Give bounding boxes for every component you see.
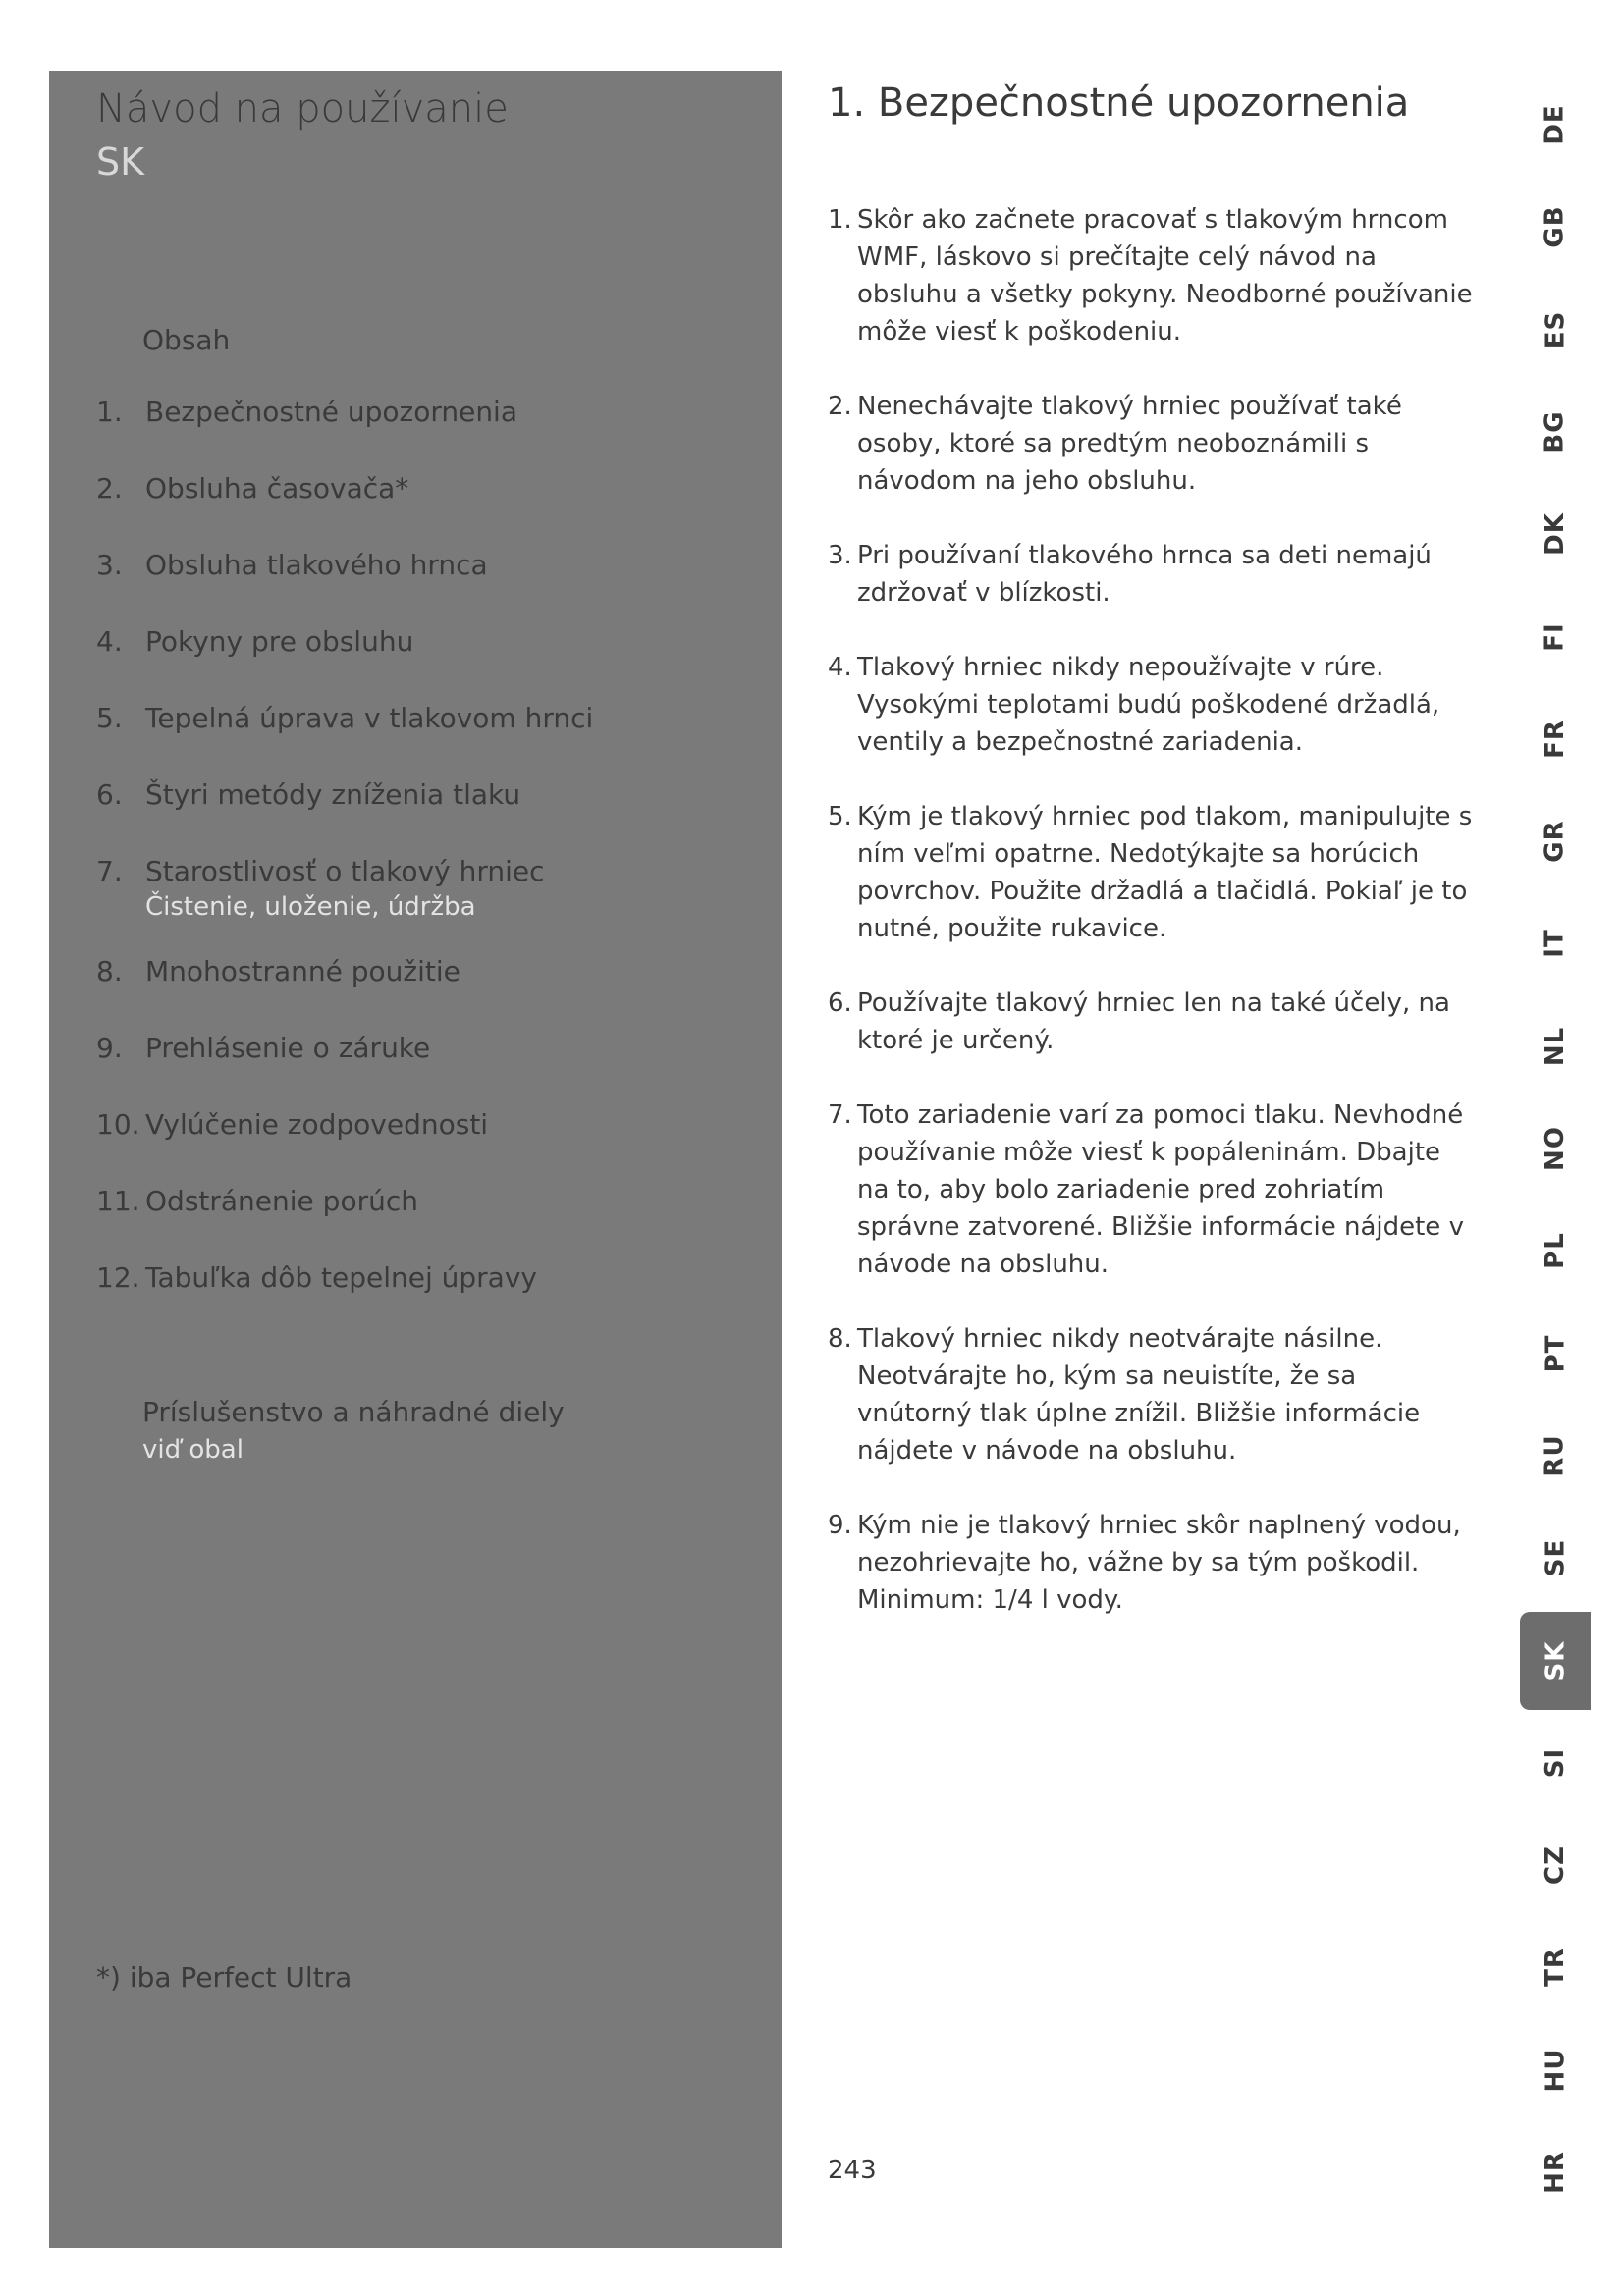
toc-item: [96, 954, 705, 1031]
language-tab-label: TR: [1540, 1948, 1570, 1988]
language-tab-pt[interactable]: [1520, 1322, 1591, 1385]
language-tab-label: BG: [1540, 410, 1570, 454]
toc-item: [96, 471, 705, 548]
toc-item-number: 9.: [96, 1032, 123, 1064]
safety-rule-number: 1.: [828, 205, 852, 235]
safety-rule-text: Tlakový hrniec nikdy neotvárajte násilne. Neotvárajte ho, kým sa neuistíte, že sa vnútorný tlak úplne znížil. Bližšie informácie nájdete v návode na obsluhu.: [857, 1324, 1421, 1466]
toc-item-number: 6.: [96, 778, 123, 811]
language-tab-pl[interactable]: [1520, 1219, 1591, 1282]
language-tab-it[interactable]: [1520, 912, 1591, 975]
safety-rule-number: 3.: [828, 541, 852, 570]
toc-item: [96, 777, 705, 854]
language-tab-label: NO: [1541, 1126, 1570, 1171]
toc-item-label: [145, 1031, 430, 1107]
safety-rule: [828, 985, 1476, 1059]
toc-item-label: [145, 854, 544, 954]
toc-item-title: Vylúčenie zodpovednosti: [145, 1108, 489, 1141]
toc-item: [96, 548, 705, 624]
safety-rule-number: 5.: [828, 802, 852, 831]
language-tab-sk[interactable]: [1520, 1612, 1591, 1710]
language-tab-label: NL: [1540, 1026, 1570, 1066]
toc-item-label: [145, 624, 413, 701]
toc-item-title: Tepelná úprava v tlakovom hrnci: [145, 702, 594, 734]
language-tab-label: DK: [1540, 512, 1570, 557]
toc-item-number: 8.: [96, 955, 123, 988]
toc-item-title: Pokyny pre obsluhu: [145, 625, 414, 658]
language-tab-hr[interactable]: [1520, 2141, 1591, 2204]
safety-rule-number: 4.: [828, 653, 852, 682]
toc-item-title: Starostlivosť o tlakový hrniec: [145, 855, 545, 887]
language-tab-bg[interactable]: [1520, 400, 1591, 463]
safety-rule: [828, 1320, 1476, 1469]
toc-item-label: [145, 1184, 418, 1260]
toc-item-label: [145, 395, 517, 471]
safety-rule: [828, 537, 1476, 612]
toc-item-label: [145, 777, 520, 854]
toc-item: [96, 395, 705, 471]
toc-item: [96, 701, 705, 777]
safety-rule: [828, 1096, 1476, 1283]
safety-rule-number: 2.: [828, 392, 852, 421]
toc-item-number: 3.: [96, 549, 123, 581]
manual-title: Návod na používanie: [96, 86, 509, 132]
table-of-contents: [96, 395, 705, 1337]
toc-item-title: Obsluha tlakového hrnca: [145, 549, 488, 581]
language-tab-de[interactable]: [1520, 93, 1591, 156]
toc-item-number: 4.: [96, 625, 123, 658]
language-tab-label: ES: [1541, 310, 1570, 348]
toc-heading: Obsah: [142, 324, 231, 356]
toc-item-label: [145, 701, 593, 777]
toc-item: [96, 854, 705, 954]
safety-rule: [828, 649, 1476, 761]
language-tab-label: RU: [1540, 1434, 1570, 1477]
safety-rule-number: 7.: [828, 1100, 852, 1130]
accessories-note: [142, 1394, 565, 1468]
safety-rule-text: Nenechávajte tlakový hrniec používať také osoby, ktoré sa predtým neoboznámili s návodom na jeho obsluhu.: [857, 392, 1402, 496]
language-tab-label: SK: [1541, 1640, 1570, 1681]
language-tab-hu[interactable]: [1520, 2039, 1591, 2102]
language-tab-gr[interactable]: [1520, 810, 1591, 873]
safety-rule: [828, 798, 1476, 947]
safety-rule-text: Kým je tlakový hrniec pod tlakom, manipulujte s ním veľmi opatrne. Nedotýkajte sa horúcich povrchov. Použite držadlá a tlačidlá. Pokiaľ je to nutné, použite rukavice.: [857, 802, 1473, 943]
safety-rule-text: Toto zariadenie varí za pomoci tlaku. Nevhodné používanie môže viesť k popáleninám. Dbajte na to, aby bolo zariadenie pred zohriatím správne zatvorené. Bližšie informácie nájdete v návode na obsluhu.: [857, 1100, 1464, 1279]
language-tab-label: SI: [1541, 1747, 1570, 1778]
toc-item-number: 12.: [96, 1261, 140, 1294]
safety-rule-number: 9.: [828, 1511, 852, 1540]
footnote: *) iba Perfect Ultra: [96, 1961, 352, 1994]
toc-item-number: 11.: [96, 1185, 140, 1217]
accessories-label: Príslušenstvo a náhradné diely: [142, 1396, 565, 1428]
toc-item-title: Mnohostranné použitie: [145, 955, 460, 988]
safety-rule-text: Tlakový hrniec nikdy nepoužívajte v rúre. Vysokými teplotami budú poškodené držadlá, ventily a bezpečnostné zariadenia.: [857, 653, 1440, 757]
safety-rule: [828, 201, 1476, 350]
toc-item: [96, 1031, 705, 1107]
language-tab-no[interactable]: [1520, 1117, 1591, 1180]
section-title: 1. Bezpečnostné upozornenia: [828, 80, 1410, 126]
toc-item-subtitle: Čistenie, uloženie, údržba: [145, 892, 476, 922]
language-tab-label: FI: [1541, 621, 1570, 652]
safety-rule-number: 8.: [828, 1324, 852, 1354]
safety-rule-text: Kým nie je tlakový hrniec skôr naplnený vodou, nezohrievajte ho, vážne by sa tým poškodil. Minimum: 1/4 l vody.: [857, 1511, 1461, 1615]
page-number: 243: [828, 2156, 877, 2185]
language-tab-label: DE: [1541, 104, 1570, 145]
language-tab-nl[interactable]: [1520, 1015, 1591, 1078]
safety-rule-text: Pri používaní tlakového hrnca sa deti nemajú zdržovať v blízkosti.: [857, 541, 1432, 608]
language-tab-se[interactable]: [1520, 1526, 1591, 1589]
toc-item-title: Štyri metódy zníženia tlaku: [145, 778, 521, 811]
toc-item: [96, 1184, 705, 1260]
safety-rule-number: 6.: [828, 988, 852, 1018]
toc-item-title: Odstránenie porúch: [145, 1185, 418, 1217]
manual-language-code: SK: [96, 140, 145, 184]
language-tab-label: IT: [1540, 929, 1570, 959]
toc-item-title: Bezpečnostné upozornenia: [145, 396, 517, 428]
toc-item-title: Tabuľka dôb tepelnej úpravy: [145, 1261, 537, 1294]
language-tab-label: FR: [1541, 719, 1570, 759]
language-tab-label: PT: [1540, 1334, 1570, 1372]
toc-item-label: [145, 471, 408, 548]
language-tab-fr[interactable]: [1520, 708, 1591, 771]
toc-item-number: 1.: [96, 396, 123, 428]
safety-rule: [828, 388, 1476, 500]
main-content: [828, 79, 1476, 1656]
language-tab-label: CZ: [1541, 1845, 1570, 1886]
language-tab-label: PL: [1541, 1232, 1570, 1270]
language-tab-label: GR: [1541, 820, 1570, 863]
safety-rule-text: Skôr ako začnete pracovať s tlakovým hrncom WMF, láskovo si prečítajte celý návod na obsluhu a všetky pokyny. Neodborné používanie môže viesť k poškodeniu.: [857, 205, 1473, 347]
toc-item: [96, 1260, 705, 1337]
safety-rule-text: Používajte tlakový hrniec len na také účely, na ktoré je určený.: [857, 988, 1450, 1055]
language-tab-gb[interactable]: [1520, 195, 1591, 258]
language-tab-label: GB: [1540, 205, 1570, 248]
toc-item-title: Prehlásenie o záruke: [145, 1032, 431, 1064]
language-tab-si[interactable]: [1520, 1732, 1591, 1794]
language-tab-label: HR: [1541, 2151, 1570, 2194]
language-tab-fi[interactable]: [1520, 606, 1591, 668]
language-tab-label: HU: [1541, 2048, 1570, 2093]
toc-item-label: [145, 954, 460, 1031]
language-tab-dk[interactable]: [1520, 503, 1591, 565]
language-tab-cz[interactable]: [1520, 1834, 1591, 1896]
language-tab-tr[interactable]: [1520, 1936, 1591, 1999]
toc-item-label: [145, 548, 488, 624]
language-tab-es[interactable]: [1520, 298, 1591, 361]
toc-item: [96, 624, 705, 701]
toc-item-number: 10.: [96, 1108, 140, 1141]
toc-item-label: [145, 1107, 488, 1184]
toc-item-number: 2.: [96, 472, 123, 505]
accessories-sub: viď obal: [142, 1435, 244, 1465]
toc-item: [96, 1107, 705, 1184]
language-tabs: [1520, 93, 1591, 2243]
toc-item-number: 5.: [96, 702, 123, 734]
language-tab-ru[interactable]: [1520, 1424, 1591, 1487]
safety-rule: [828, 1507, 1476, 1619]
safety-rules-list: [828, 201, 1476, 1619]
toc-item-title: Obsluha časovača*: [145, 472, 409, 505]
toc-item-label: [145, 1260, 537, 1337]
language-tab-label: SE: [1541, 1538, 1570, 1577]
toc-item-number: 7.: [96, 855, 123, 887]
